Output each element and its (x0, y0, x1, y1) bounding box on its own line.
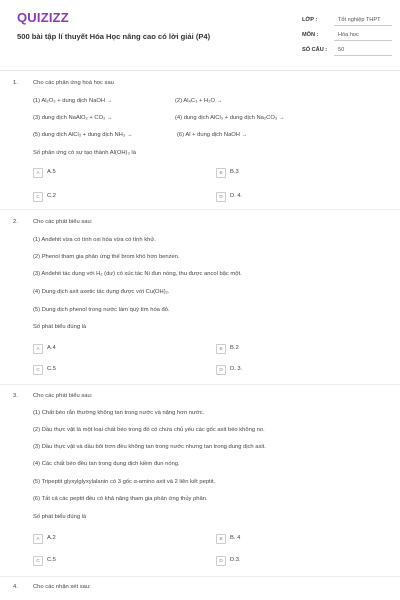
statement-line: (6) Al + dung dịch NaOH → (177, 132, 248, 138)
option-text: D. 3. (230, 366, 243, 372)
option-text: D. 4. (230, 193, 243, 199)
option-letter-box: D (216, 556, 226, 566)
option-letter-box: C (33, 556, 43, 566)
statement-line: (5) dung dịch AlCl₃ + dung dịch NH₃ → (33, 132, 133, 138)
question-prompt: Cho các phát biểu sau: (33, 393, 93, 399)
option-text: B.2 (230, 345, 239, 351)
meta-class-value: Tốt nghiệp THPT (338, 17, 381, 23)
statement-line: (5) Dung dịch phenol trong nước làm quỳ tím hóa đỏ. (33, 307, 170, 313)
statement-line: (2) Dầu thực vật là một loại chất béo trong đó có chứa chủ yếu các gốc axit béo không no. (33, 427, 265, 433)
question-prompt: Cho các nhận xét sau: (33, 584, 91, 590)
question-prompt: Cho các phát biểu sau: (33, 219, 93, 225)
option-letter-box: A (33, 168, 43, 178)
question-divider (0, 209, 400, 210)
statement-line: (2) Al₄C₃ + H₂O → (175, 98, 223, 104)
meta-count-value: 50 (338, 47, 345, 53)
question-number: 3. (13, 393, 18, 399)
meta-divider (334, 25, 392, 26)
meta-divider (334, 40, 392, 41)
option-text: B.3 (230, 169, 239, 175)
question-divider (0, 576, 400, 577)
meta-divider (334, 55, 392, 56)
option-text: C.2 (47, 193, 57, 199)
statement-line: (3) Anđehit tác dụng với H₂ (dư) có xúc tác Ni đun nóng, thu được ancol bậc một. (33, 271, 242, 277)
option-letter-box: D (216, 365, 226, 375)
option-letter-box: C (33, 192, 43, 202)
question-ask: Số phát biểu đúng là (33, 514, 87, 520)
statement-line: (4) Các chất béo đều tan trong dung dịch kiềm đun nóng. (33, 461, 180, 467)
option-letter-box: A (33, 534, 43, 544)
option-letter-box: B (216, 168, 226, 178)
option-letter-box: A (33, 344, 43, 354)
option-text: A.5 (47, 169, 56, 175)
option-text: B. 4 (230, 535, 241, 541)
statement-line: (1) Al₂O₃ + dung dịch NaOH → (33, 98, 113, 104)
option-letter-box: D (216, 192, 226, 202)
statement-line: (4) Dung dịch axit axetic tác dụng được với Cu(OH)₂. (33, 289, 170, 295)
meta-subject-label: MÔN : (302, 32, 319, 38)
meta-class-label: LỚP : (302, 17, 318, 23)
option-text: D.3. (230, 557, 241, 563)
worksheet-title: 500 bài tập lí thuyết Hóa Học nâng cao có lời giải (P4) (17, 32, 211, 41)
statement-line: (3) Dầu thực vật và dầu bôi trơn đều không tan trong nước nhưng tan trong dung dịch axit. (33, 444, 266, 450)
option-text: A.2 (47, 535, 56, 541)
option-letter-box: B (216, 534, 226, 544)
option-text: A.4 (47, 345, 56, 351)
statement-line: (3) dung dịch NaAlO₂ + CO₂ → (33, 115, 113, 121)
option-letter-box: C (33, 365, 43, 375)
statement-line: (2) Phenol tham gia phản ứng thế brom khó hơn benzen. (33, 254, 180, 260)
option-letter-box: B (216, 344, 226, 354)
question-prompt: Cho các phản ứng hoá học sau (33, 80, 114, 86)
statement-line: (6) Tất cả các peptit đều có khả năng tham gia phản ứng thủy phân. (33, 496, 208, 502)
question-ask: Số phát biểu đúng là (33, 324, 87, 330)
meta-subject-value: Hóa học (338, 32, 359, 38)
question-number: 1. (13, 80, 18, 86)
question-number: 4. (13, 584, 18, 590)
header-divider (0, 70, 400, 71)
question-divider (0, 384, 400, 385)
meta-count-label: SỐ CÂU : (302, 47, 328, 53)
statement-line: (4) dung dịch AlCl₃ + dung dịch Na₂CO₃ → (175, 115, 285, 121)
question-ask: Số phản ứng có sự tạo thành Al(OH)₃ là (33, 150, 136, 156)
statement-line: (5) Tripeptit glyxylglyxylalanin có 3 gốc α-amino axit và 2 liên kết peptit. (33, 479, 216, 485)
option-text: C.5 (47, 557, 57, 563)
question-number: 2. (13, 219, 18, 225)
worksheet-header (0, 0, 400, 62)
statement-line: (1) Chất béo rắn thường không tan trong nước và nặng hơn nước. (33, 410, 205, 416)
option-text: C.5 (47, 366, 57, 372)
statement-line: (1) Anđehit vừa có tính oxi hóa vừa có tính khử. (33, 237, 156, 243)
quizizz-logo: QUIZIZZ (17, 10, 69, 25)
